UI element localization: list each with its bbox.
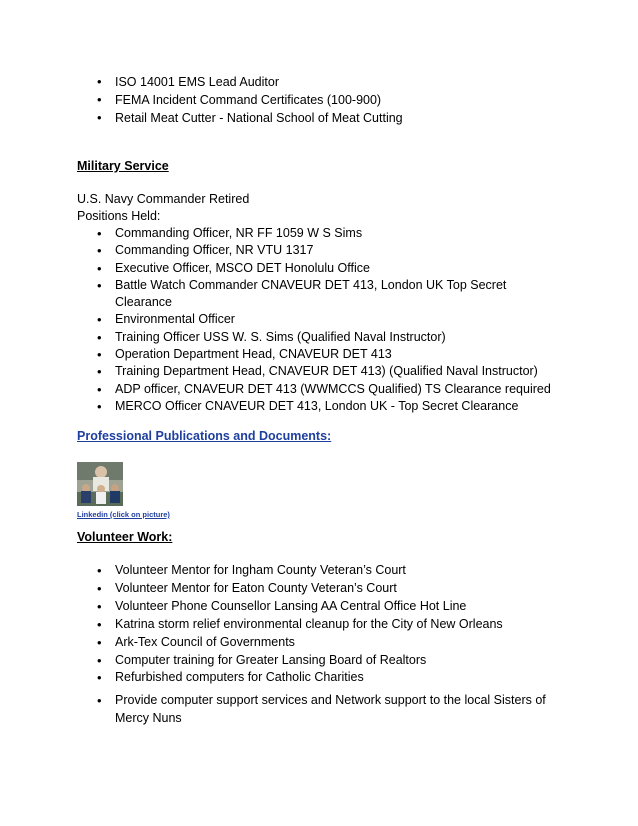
volunteer-list (115, 562, 565, 728)
list-item: • Refurbished computers for Catholic Charities (115, 669, 565, 687)
military-service-heading: Military Service (77, 159, 169, 173)
list-item: • Katrina storm relief environmental cleanup for the City of New Orleans (115, 616, 565, 634)
list-item: • Computer training for Greater Lansing Board of Realtors (115, 652, 565, 670)
list-item: • Volunteer Mentor for Eaton County Veteran’s Court (115, 580, 565, 598)
list-item: • Training Officer USS W. S. Sims (Qualified Naval Instructor) (115, 329, 555, 346)
publications-heading: Professional Publications and Documents: (77, 429, 332, 443)
certifications-list (115, 73, 585, 127)
list-item: • MERCO Officer CNAVEUR DET 413, London UK - Top Secret Clearance (115, 398, 555, 415)
list-item: • ISO 14001 EMS Lead Auditor (115, 73, 585, 91)
profile-photo-image (77, 462, 123, 506)
positions-label: Positions Held: (77, 209, 161, 223)
list-item: • Retail Meat Cutter - National School of Meat Cutting (115, 109, 585, 127)
linkedin-link[interactable]: Linkedin (click on picture) (77, 510, 170, 519)
list-item: • Volunteer Mentor for Ingham County Veteran’s Court (115, 562, 565, 580)
list-item: • FEMA Incident Command Certificates (100-900) (115, 91, 585, 109)
list-item: • Commanding Officer, NR VTU 1317 (115, 242, 555, 259)
positions-list (115, 225, 555, 415)
volunteer-work-heading: Volunteer Work: (77, 530, 173, 544)
list-item: • Ark-Tex Council of Governments (115, 634, 565, 652)
list-item: • Executive Officer, MSCO DET Honolulu Office (115, 260, 555, 277)
list-item: • Operation Department Head, CNAVEUR DET 413 (115, 346, 555, 363)
linkedin-profile-photo[interactable] (77, 462, 123, 506)
list-item: • Commanding Officer, NR FF 1059 W S Sims (115, 225, 555, 242)
rank-text: U.S. Navy Commander Retired (77, 192, 250, 206)
list-item: • ADP officer, CNAVEUR DET 413 (WWMCCS Qualified) TS Clearance required (115, 381, 555, 398)
list-item: • Provide computer support services and Network support to the local Sisters of Mercy Nuns (115, 692, 565, 728)
list-item: • Environmental Officer (115, 311, 555, 328)
list-item: • Battle Watch Commander CNAVEUR DET 413, London UK Top Secret Clearance (115, 277, 555, 312)
list-item: • Volunteer Phone Counsellor Lansing AA Central Office Hot Line (115, 598, 565, 616)
list-item: • Training Department Head, CNAVEUR DET 413) (Qualified Naval Instructor) (115, 363, 555, 380)
